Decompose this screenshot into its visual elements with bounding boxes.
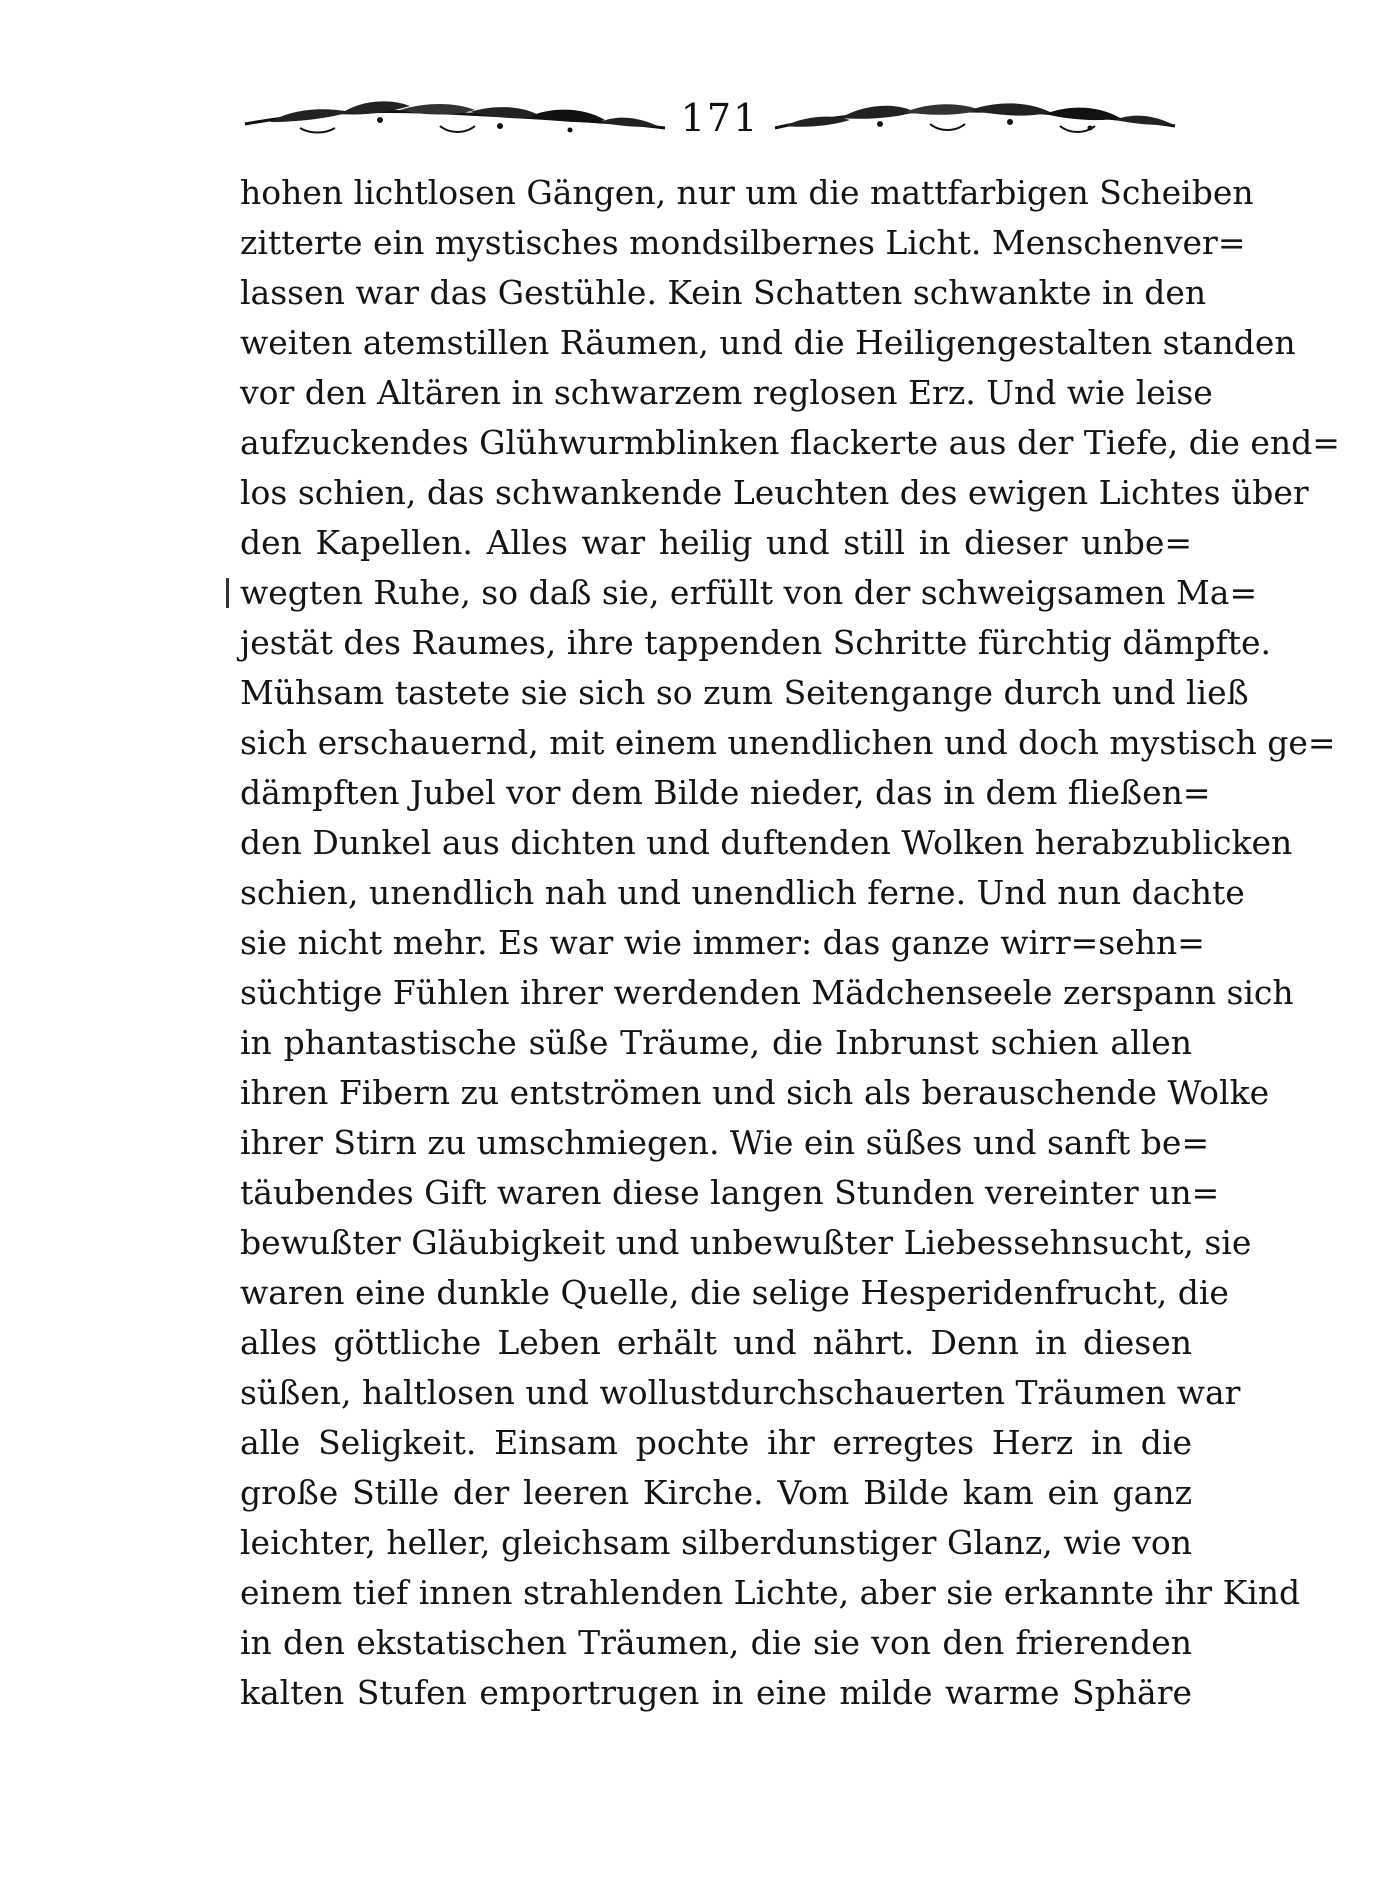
text-line: los schien, das schwankende Leuchten des ewigen Lichtes über xyxy=(240,473,1309,512)
text-line: aufzuckendes Glühwurmblinken flackerte aus der Tiefe, die end= xyxy=(240,423,1340,462)
text-line: zitterte ein mystisches mondsilbernes Licht. Menschenver= xyxy=(240,223,1246,262)
text-line: bewußter Gläubigkeit und unbewußter Liebessehnsucht, sie xyxy=(240,1223,1252,1262)
text-line: dämpften Jubel vor dem Bilde nieder, das in dem fließen= xyxy=(240,773,1211,812)
text-line: große Stille der leeren Kirche. Vom Bilde kam ein ganz xyxy=(240,1473,1192,1512)
text-line: alle Seligkeit. Einsam pochte ihr erregtes Herz in die xyxy=(240,1423,1192,1462)
text-line: lassen war das Gestühle. Kein Schatten schwankte in den xyxy=(240,273,1207,312)
text-line: süßen, haltlosen und wollustdurchschauerten Träumen war xyxy=(240,1373,1241,1412)
text-line: wegten Ruhe, so daß sie, erfüllt von der schweigsamen Ma= xyxy=(240,573,1258,612)
text-line: vor den Altären in schwarzem reglosen Erz. Und wie leise xyxy=(240,373,1213,412)
text-line: sich erschauernd, mit einem unendlichen und doch mystisch ge= xyxy=(240,723,1336,762)
text-line: kalten Stufen emportrugen in eine milde warme Sphäre xyxy=(240,1673,1192,1712)
floral-ornament-icon xyxy=(770,92,1180,152)
margin-mark xyxy=(226,578,229,608)
text-line: sie nicht mehr. Es war wie immer: das ganze wirr=sehn= xyxy=(240,923,1205,962)
text-line: den Kapellen. Alles war heilig und still in dieser unbe= xyxy=(240,523,1192,562)
text-line: in den ekstatischen Träumen, die sie von den frierenden xyxy=(240,1623,1192,1662)
text-line: den Dunkel aus dichten und duftenden Wolken herabzublicken xyxy=(240,823,1293,862)
page-number: 171 xyxy=(680,96,760,140)
page-header xyxy=(240,92,1180,152)
text-line: ihrer Stirn zu umschmiegen. Wie ein süßes und sanft be= xyxy=(240,1123,1210,1162)
text-line: schien, unendlich nah und unendlich ferne. Und nun dachte xyxy=(240,873,1245,912)
text-line: täubendes Gift waren diese langen Stunden vereinter un= xyxy=(240,1173,1220,1212)
text-line: süchtige Fühlen ihrer werdenden Mädchenseele zerspann sich xyxy=(240,973,1294,1012)
text-line: ihren Fibern zu entströmen und sich als berauschende Wolke xyxy=(240,1073,1270,1112)
floral-ornament-icon xyxy=(240,92,670,152)
text-line: hohen lichtlosen Gängen, nur um die mattfarbigen Scheiben xyxy=(240,173,1254,212)
text-line: leichter, heller, gleichsam silberdunstiger Glanz, wie von xyxy=(240,1523,1192,1562)
text-line: Mühsam tastete sie sich so zum Seitengange durch und ließ xyxy=(240,673,1249,712)
text-line: alles göttliche Leben erhält und nährt. Denn in diesen xyxy=(240,1323,1192,1362)
text-line: in phantastische süße Träume, die Inbrunst schien allen xyxy=(240,1023,1192,1062)
text-line: jestät des Raumes, ihre tappenden Schritte fürchtig dämpfte. xyxy=(240,623,1272,662)
text-line: einem tief innen strahlenden Lichte, aber sie erkannte ihr Kind xyxy=(240,1573,1301,1612)
text-line: waren eine dunkle Quelle, die selige Hesperidenfrucht, die xyxy=(240,1273,1229,1312)
body-text xyxy=(240,168,1340,1718)
text-line: weiten atemstillen Räumen, und die Heiligengestalten standen xyxy=(240,323,1296,362)
